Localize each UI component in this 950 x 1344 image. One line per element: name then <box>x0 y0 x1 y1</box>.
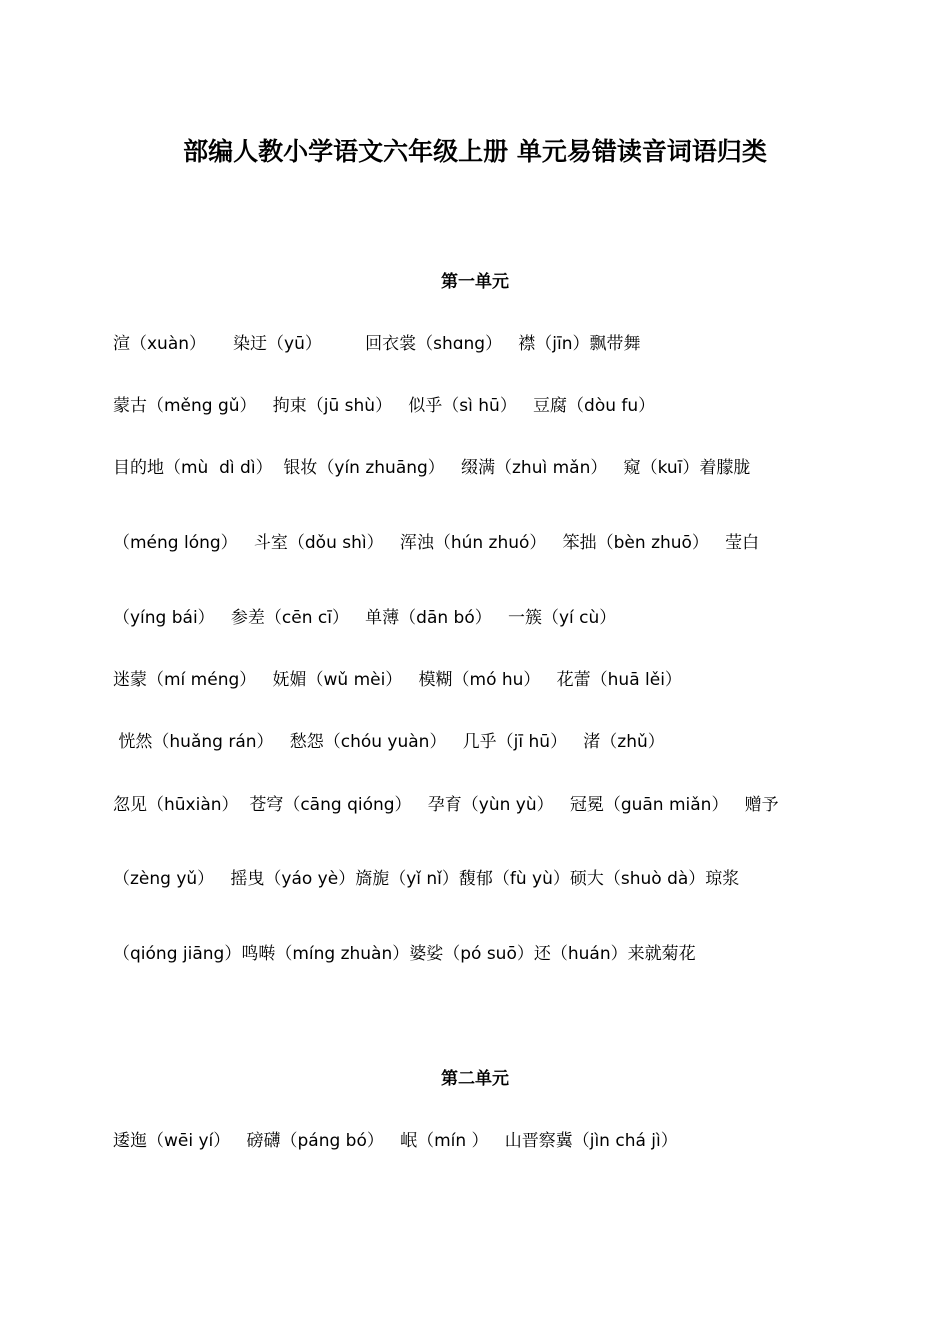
page-title: 部编人教小学语文六年级上册 单元易错读音词语归类 <box>183 137 767 166</box>
section-heading-unit-2: 第二单元 <box>441 1069 509 1089</box>
section-heading-unit-1: 第一单元 <box>441 272 509 292</box>
vocab-line: （zèng yǔ） 摇曳（yáo yè）旖旎（yǐ nǐ）馥郁（fù yù）硕大（shuò dà）琼浆 <box>113 869 740 889</box>
vocab-line: 恍然（huǎng rán） 愁怨（chóu yuàn） 几乎（jī hū） 渚（zhǔ） <box>113 732 665 752</box>
vocab-line: （qióng jiāng）鸣啭（míng zhuàn）婆娑（pó suō）还（huán）来就菊花 <box>113 944 696 964</box>
vocab-line: （yíng bái） 参差（cēn cī） 单薄（dān bó） 一簇（yí cù） <box>113 608 617 628</box>
vocab-line: 迷蒙（mí méng） 妩媚（wǔ mèi） 模糊（mó hu） 花蕾（huā lěi） <box>113 670 682 690</box>
vocab-line: 蒙古（měng gǔ） 拘束（jū shù） 似乎（sì hū） 豆腐（dòu fu） <box>113 396 656 416</box>
vocab-line: （méng lóng） 斗室（dǒu shì） 浑浊（hún zhuó） 笨拙（bèn zhuō） 莹白 <box>113 533 760 553</box>
vocab-line: 目的地（mù dì dì） 银妆（yín zhuāng） 缀满（zhuì mǎn） 窥（kuī）着朦胧 <box>113 458 751 478</box>
vocab-line: 忽见（hūxiàn） 苍穹（cāng qióng） 孕育（yùn yù） 冠冕（guān miǎn） 赠予 <box>113 795 779 815</box>
vocab-line: 渲（xuàn） 染迂（yū） 回衣裳（shɑng） 襟（jīn）飘带舞 <box>113 334 641 354</box>
vocab-line: 逶迤（wēi yí） 磅礴（páng bó） 岷（mín ） 山晋察冀（jìn chá jì） <box>113 1131 678 1151</box>
